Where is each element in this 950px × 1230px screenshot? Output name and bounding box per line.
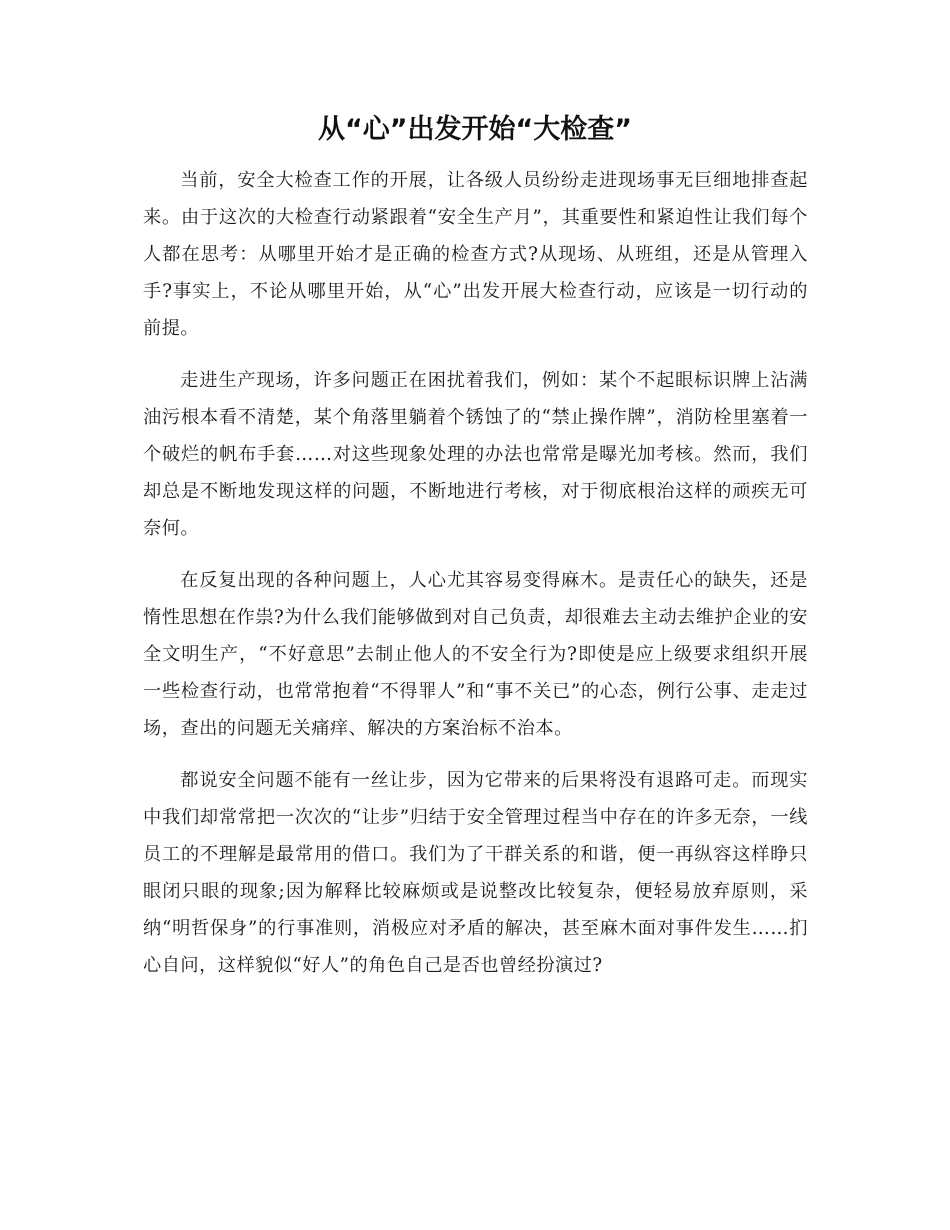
paragraph-1: 当前，安全大检查工作的开展，让各级人员纷纷走进现场事无巨细地排查起来。由于这次的大检查行动紧跟着“安全生产月”，其重要性和紧迫性让我们每个人都在思考：从哪里开始才是正确的检查方式?从现场、从班组，还是从管理入手?事实上，不论从哪里开始，从“心”出发开展大检查行动，应该是一切行动的前提。 [143,170,808,339]
paragraph-3: 在反复出现的各种问题上，人心尤其容易变得麻木。是责任心的缺失，还是惰性思想在作祟?为什么我们能够做到对自己负责，却很难去主动去维护企业的安全文明生产，“不好意思”去制止他人的不安全行为?即使是应上级要求组织开展一些检查行动，也常常抱着“不得罪人”和“事不关已”的心态，例行公事、走走过场，查出的问题无关痛痒、解决的方案治标不治本。 [143,570,808,739]
paragraph-4: 都说安全问题不能有一丝让步，因为它带来的后果将没有退路可走。而现实中我们却常常把一次次的“让步”归结于安全管理过程当中存在的许多无奈，一线员工的不理解是最常用的借口。我们为了干群关系的和谐，便一再纵容这样睁只眼闭只眼的现象;因为解释比较麻烦或是说整改比较复杂，便轻易放弃原则，采纳“明哲保身”的行事准则，消极应对矛盾的解决，甚至麻木面对事件发生……扪心自问，这样貌似“好人”的角色自己是否也曾经扮演过? [143,770,808,976]
paragraph-2: 走进生产现场，许多问题正在困扰着我们，例如：某个不起眼标识牌上沾满油污根本看不清楚，某个角落里躺着个锈蚀了的“禁止操作牌”，消防栓里塞着一个破烂的帆布手套……对这些现象处理的办法也常常是曝光加考核。然而，我们却总是不断地发现这样的问题，不断地进行考核，对于彻底根治这样的顽疾无可奈何。 [143,370,808,539]
document-title: 从“心”出发开始“大检查” [318,114,632,145]
document-body [143,162,808,999]
